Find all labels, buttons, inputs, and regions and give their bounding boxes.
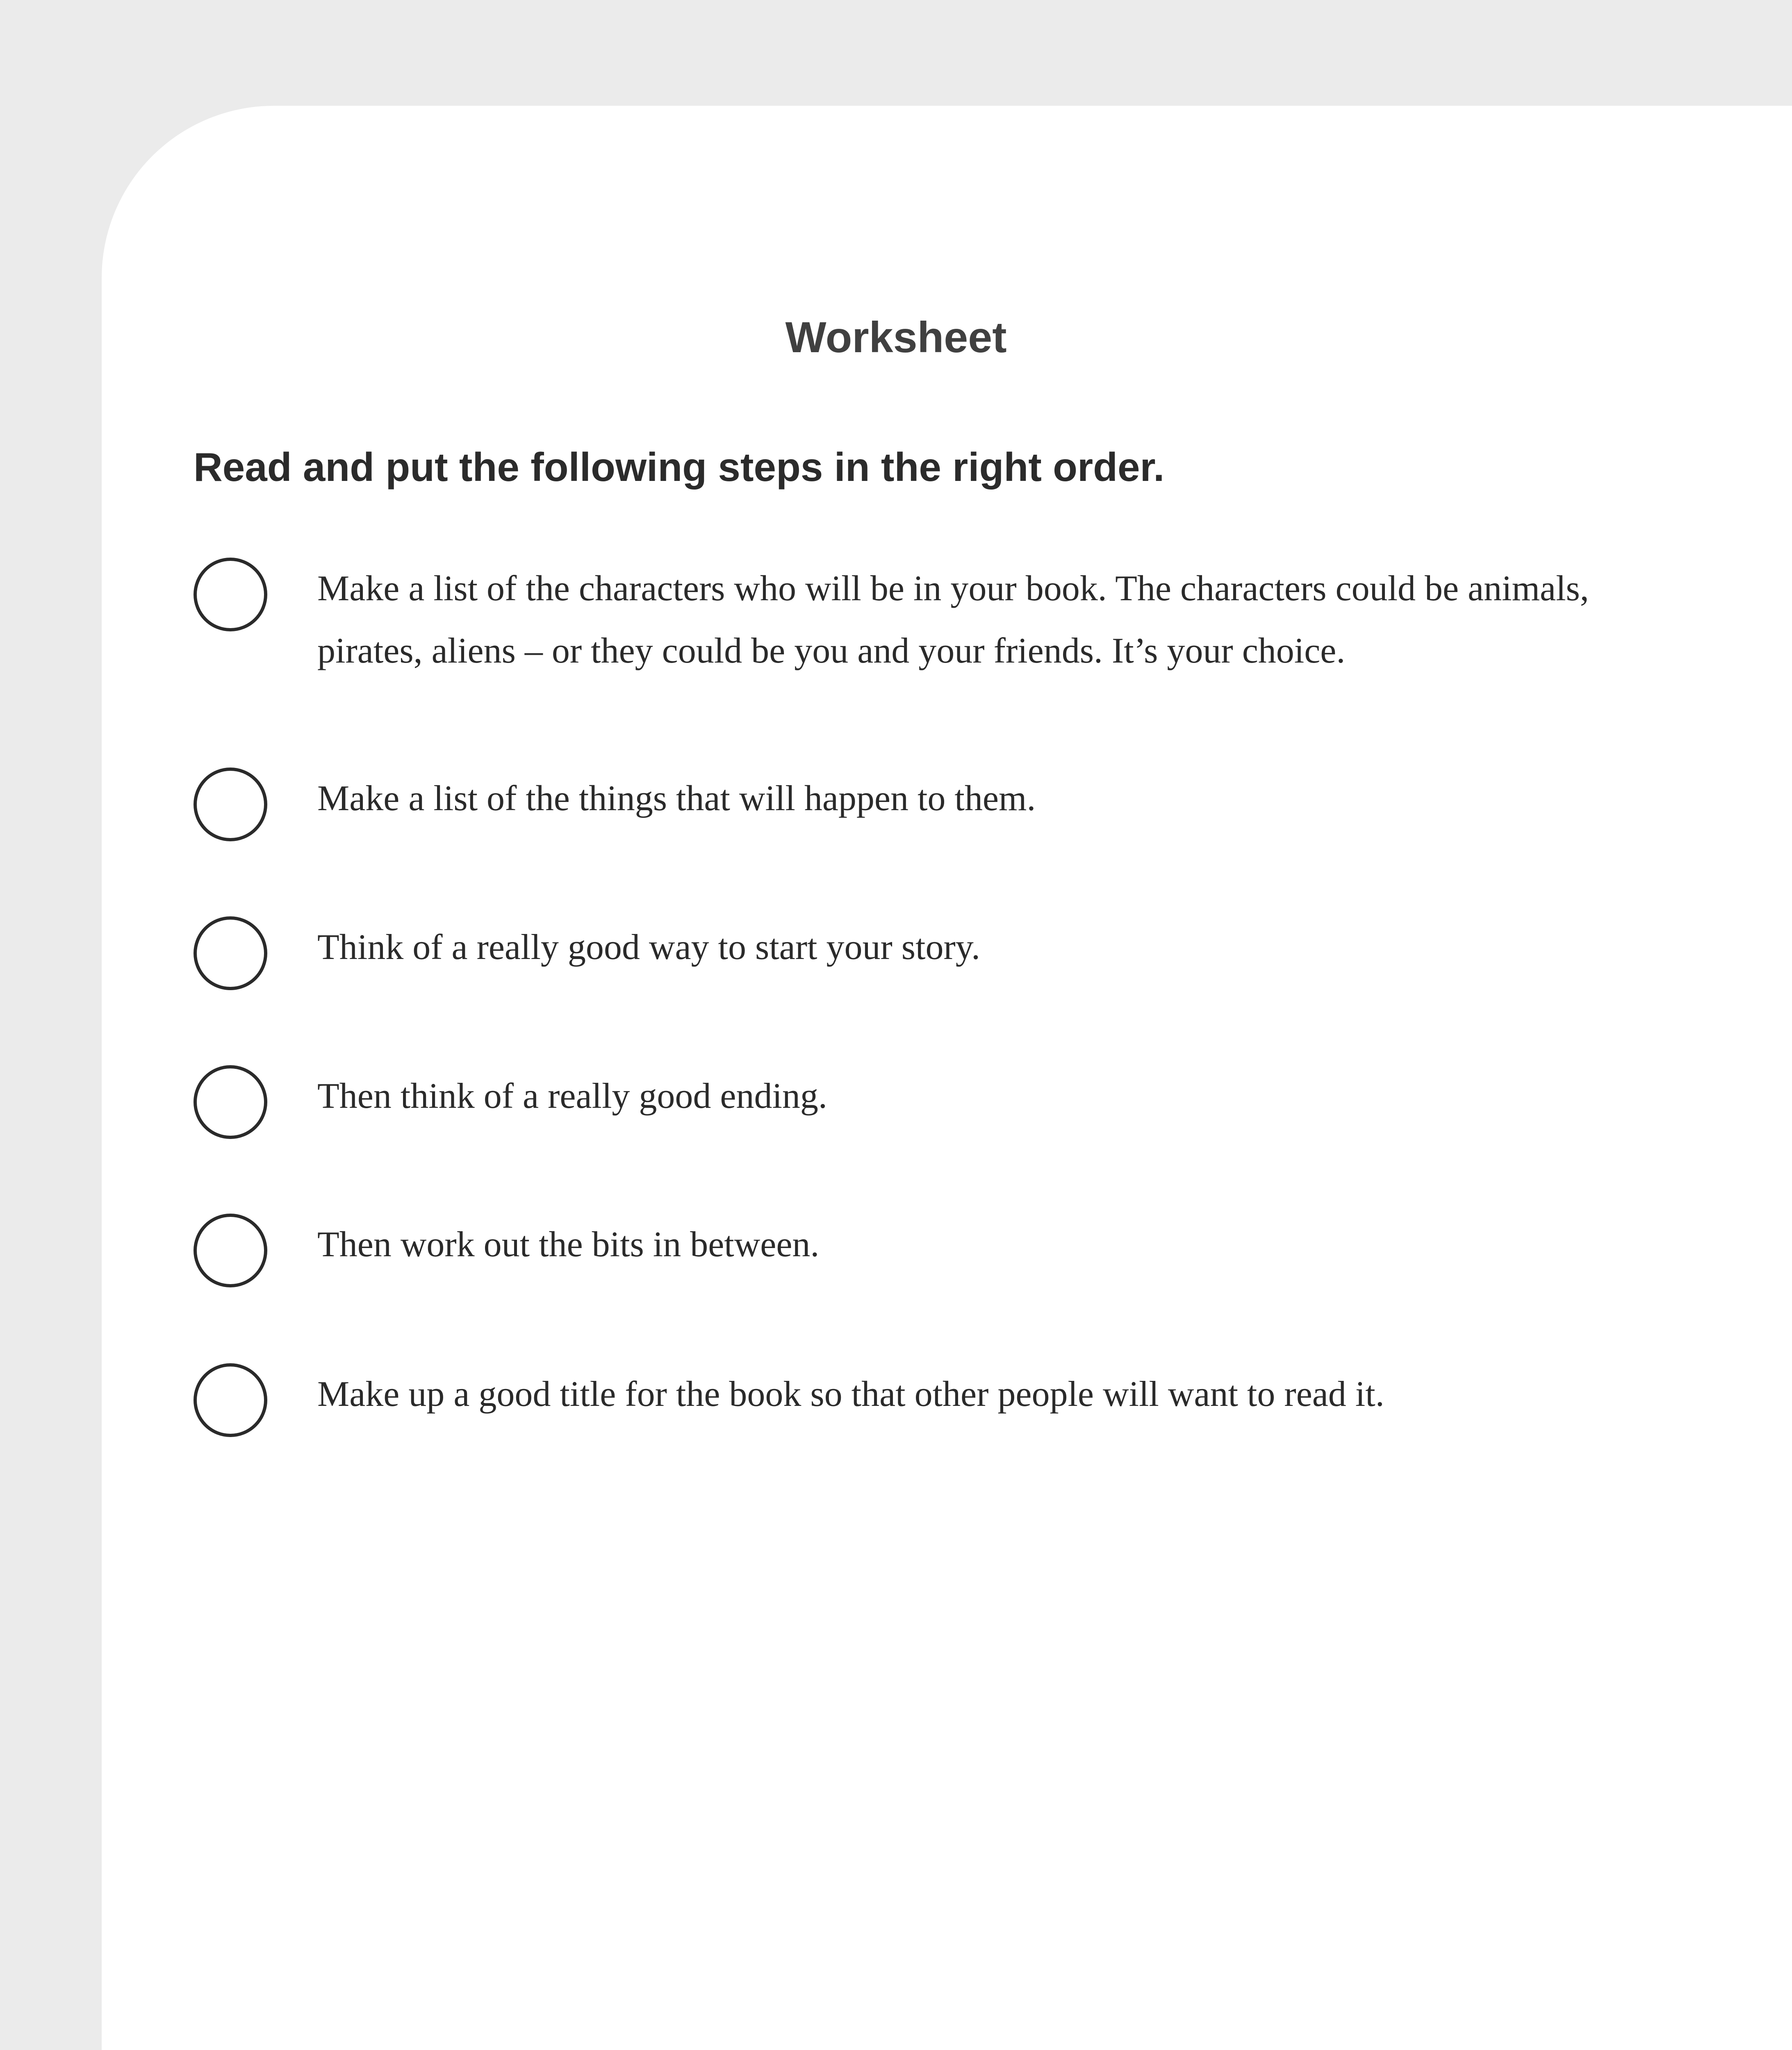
step-text: Make a list of the characters who will be in your book. The characters could be animals, pirates, aliens – or they could be you and your friends. It’s your choice. xyxy=(317,569,1589,671)
instruction-text: Read and put the following steps in the right order. xyxy=(194,444,1165,490)
answer-circle[interactable] xyxy=(194,916,267,990)
answer-circle[interactable] xyxy=(194,1065,267,1139)
page-title: Worksheet xyxy=(785,313,1007,362)
step-text: Then think of a really good ending. xyxy=(317,1076,827,1116)
step-text: Think of a really good way to start your story. xyxy=(317,927,981,967)
answer-circle[interactable] xyxy=(194,1214,267,1287)
step-text: Make up a good title for the book so that other people will want to read it. xyxy=(317,1374,1384,1414)
step-text: Make a list of the things that will happen to them. xyxy=(317,779,1036,818)
answer-circle[interactable] xyxy=(194,1363,267,1437)
step-text: Then work out the bits in between. xyxy=(317,1225,820,1264)
answer-circle[interactable] xyxy=(194,768,267,841)
answer-circle[interactable] xyxy=(194,558,267,631)
